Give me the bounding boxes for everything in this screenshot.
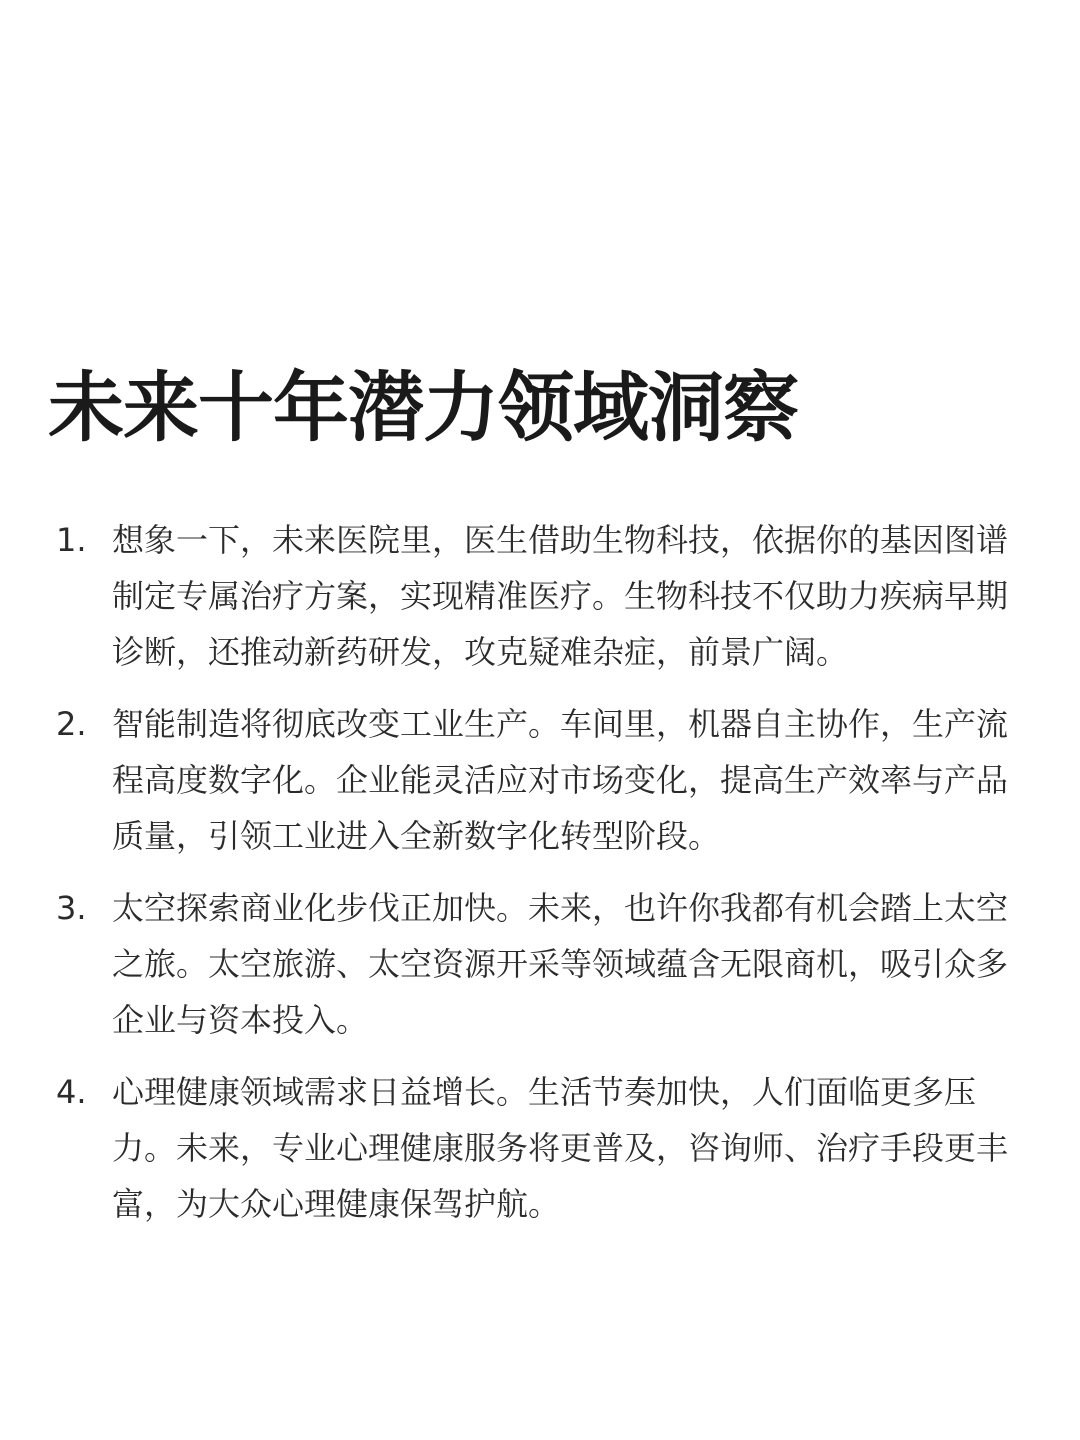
insight-list bbox=[56, 512, 1016, 1248]
list-item-3 bbox=[56, 880, 1016, 1048]
list-number-2: 2. bbox=[56, 705, 87, 743]
list-item-1 bbox=[56, 512, 1016, 680]
list-item-4 bbox=[56, 1064, 1016, 1232]
list-number-4: 4. bbox=[56, 1073, 87, 1111]
list-text-4: 心理健康领域需求日益增长。生活节奏加快，人们面临更多压力。未来，专业心理健康服务将更普及，咨询师、治疗手段更丰富，为大众心理健康保驾护航。 bbox=[112, 1073, 1009, 1223]
list-text-2: 智能制造将彻底改变工业生产。车间里，机器自主协作，生产流程高度数字化。企业能灵活应对市场变化，提高生产效率与产品质量，引领工业进入全新数字化转型阶段。 bbox=[112, 705, 1009, 855]
list-text-1: 想象一下，未来医院里，医生借助生物科技，依据你的基因图谱制定专属治疗方案，实现精准医疗。生物科技不仅助力疾病早期诊断，还推动新药研发，攻克疑难杂症，前景广阔。 bbox=[112, 521, 1009, 671]
list-item-2 bbox=[56, 696, 1016, 864]
list-number-3: 3. bbox=[56, 889, 87, 927]
page-title: 未来十年潜力领域洞察 bbox=[48, 363, 798, 452]
list-text-3: 太空探索商业化步伐正加快。未来，也许你我都有机会踏上太空之旅。太空旅游、太空资源开采等领域蕴含无限商机，吸引众多企业与资本投入。 bbox=[112, 889, 1009, 1039]
list-number-1: 1. bbox=[56, 521, 87, 559]
